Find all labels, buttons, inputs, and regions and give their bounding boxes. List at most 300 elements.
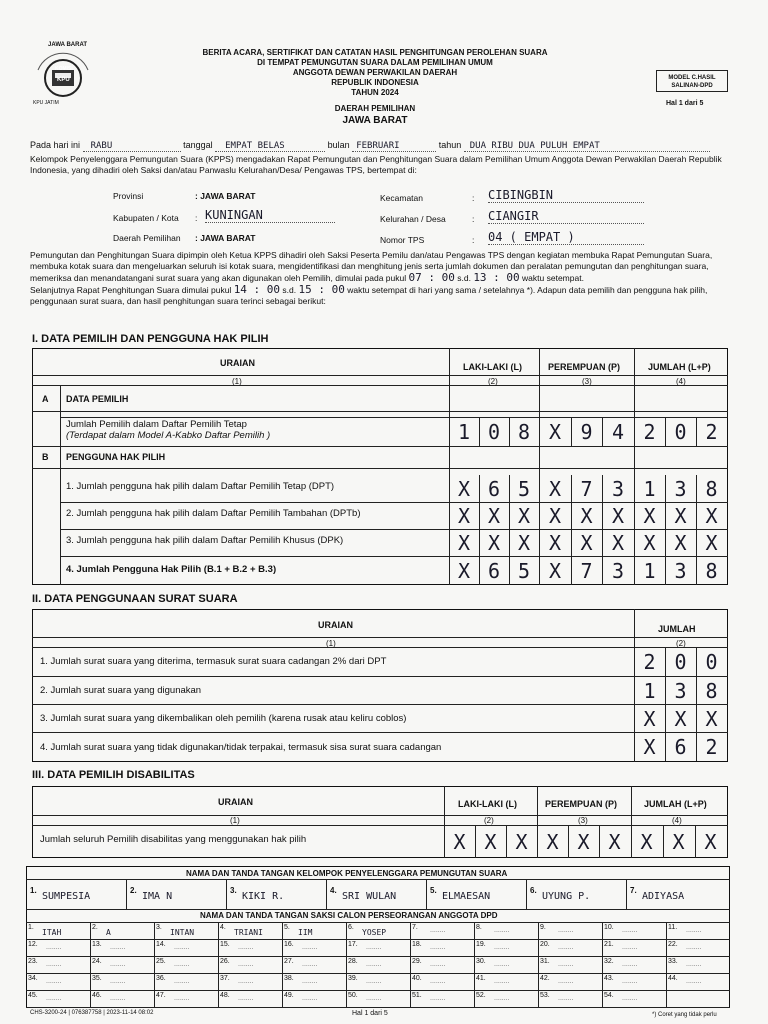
s1-col-p: PEREMPUAN (P) (548, 362, 621, 372)
saksi-row-line (26, 1007, 730, 1008)
saksi-dots: ........ (686, 927, 702, 934)
s3-value-cell: X (640, 830, 653, 854)
saksi-dots: ........ (366, 978, 382, 985)
saksi-number: 5. (284, 924, 290, 931)
s3-h1 (32, 815, 728, 816)
s1-value-cell: X (517, 531, 531, 555)
saksi-number: 47. (156, 992, 166, 999)
s1-value-cell: 4 (611, 420, 625, 444)
s1-value-cell: X (548, 504, 562, 528)
dapil-label: Daerah Pemilihan (113, 233, 181, 243)
saksi-dots: ........ (558, 995, 574, 1002)
logo-top-text: JAWA BARAT (48, 42, 87, 48)
saksi-col-line (90, 922, 91, 1008)
s1-h9 (60, 556, 728, 557)
s1-value-cell: 3 (611, 559, 625, 583)
kelurahan-label: Kelurahan / Desa (380, 214, 446, 224)
para1: Pemungutan dan Penghitungan Suara dipimpin oleh Ketua KPPS dihadiri oleh Saksi Peserta Pemilu dan/atau Pengawas TPS dengan kegiatan membuka Rapat Pemungutan Suara, membuka kotak suara dan mengeluarkan seluruh isi kotak suara, mengidentifikasi dan menghitung jenis serta jumlah dokumen dan peralatan pemungutan dan penghitungan suara, memeriksa dan menandatangani surat suara yang akan digunakan oleh Pemilih, dimulai pada pukul (30, 250, 713, 283)
document-title (150, 48, 600, 126)
s1-value-cell: X (517, 504, 531, 528)
saksi-dots: ........ (110, 978, 126, 985)
tahun-value: DUA RIBU DUA PULUH EMPAT (464, 141, 710, 152)
s1-value-cell: 0 (674, 420, 687, 444)
saksi-col-line (218, 922, 219, 1008)
s2-col-uraian: URAIAN (318, 620, 353, 630)
s2-value-cell: 2 (643, 650, 656, 674)
s1-num4: (4) (676, 377, 686, 386)
saksi-title: NAMA DAN TANDA TANGAN SAKSI CALON PERSEORANGAN ANGGOTA DPD (200, 911, 498, 920)
footer-page: Hal 1 dari 5 (352, 1010, 388, 1017)
s1-value-cell: X (674, 504, 687, 528)
kabupaten-label: Kabupaten / Kota (113, 213, 179, 223)
count-start: 14 : 00 (233, 283, 281, 296)
saksi-name: YOSEP (362, 928, 387, 937)
s3-value-cell: X (704, 830, 717, 854)
s1-col-uraian: URAIAN (220, 358, 255, 368)
s2-h1 (32, 637, 728, 638)
saksi-number: 42. (540, 975, 550, 982)
intro-paragraph: Kelompok Penyelenggara Pemungutan Suara (KPPS) mengadakan Rapat Pemungutan dan Penghitungan Suara dalam Pemilihan Umum Anggota Dewan Perwakilan Daerah Republik Indonesia, yang dihadiri oleh Saksi dan/atau Panwaslu Kelurahan/Desa/ Pengawas TPS, bertempat di: (30, 154, 722, 175)
s2-r3: 3. Jumlah surat suara yang dikembalikan oleh pemilih (karena rusak atau keliru coblos) (40, 713, 407, 724)
footer-code: CHS-3200-24 | 076387758 | 2023-11-14 08:02 (30, 1010, 154, 1016)
saksi-number: 35. (92, 975, 102, 982)
saksi-name: ITAH (42, 928, 62, 937)
s1-b-title: PENGGUNA HAK PILIH (66, 452, 166, 462)
kpps-divider (326, 879, 327, 909)
kabupaten-value: KUNINGAN (205, 208, 335, 223)
saksi-number: 41. (476, 975, 486, 982)
provinsi-label: Provinsi (113, 191, 144, 201)
s1-h1 (32, 375, 728, 376)
section3-title: III. DATA PEMILIH DISABILITAS (32, 769, 195, 781)
s2-value-cell: X (674, 707, 687, 731)
kecamatan-label: Kecamatan (380, 193, 423, 203)
s1-value-cell: 1 (643, 559, 656, 583)
saksi-number: 44. (668, 975, 678, 982)
s1-value-cell: X (548, 559, 562, 583)
s1-h4 (60, 417, 728, 418)
s1-a-title: DATA PEMILIH (66, 394, 129, 404)
s3-col-j: JUMLAH (L+P) (644, 799, 707, 809)
footer-note: *) Coret yang tidak perlu (652, 1012, 717, 1018)
saksi-number: 37. (220, 975, 230, 982)
s2-r1: 1. Jumlah surat suara yang diterima, termasuk surat suara cadangan 2% dari DPT (40, 656, 387, 667)
kpps-number: 6. (530, 886, 537, 895)
sd1: s.d. (457, 273, 471, 283)
s1-value-cell: X (457, 559, 471, 583)
section2-title: II. DATA PENGGUNAAN SURAT SUARA (32, 593, 238, 605)
kpps-name: UYUNG P. (542, 891, 591, 902)
saksi-number: 27. (284, 958, 294, 965)
saksi-name: TRIANI (234, 928, 263, 937)
s2-value-cell: 3 (674, 679, 687, 703)
kpps-name: SRI WULAN (342, 891, 397, 902)
saksi-number: 28. (348, 958, 358, 965)
s3-value-cell: X (484, 830, 497, 854)
intro-line (30, 140, 740, 152)
kecamatan-colon: : (472, 193, 475, 203)
tahun-label: tahun (438, 140, 462, 150)
s1-value-cell: 3 (674, 559, 687, 583)
kpps-name: ELMAESAN (442, 891, 491, 902)
saksi-dots: ........ (110, 961, 126, 968)
saksi-dots: ........ (238, 961, 254, 968)
s1-num3: (3) (582, 377, 592, 386)
para2b: waktu setempat di hari yang sama / setelahnya *). Adapun data pemilih dan pengguna hak pilih, penggunaan surat suara, dan hasil penghitungan suara terinci sebagai berikut: (30, 285, 708, 306)
s1-value-cell: 5 (517, 559, 531, 583)
saksi-dots: ........ (238, 995, 254, 1002)
saksi-col-line (602, 922, 603, 1008)
logo-text: KOMISI (55, 66, 73, 72)
saksi-col-line (154, 922, 155, 1008)
s3-value-cell: X (577, 830, 590, 854)
s1-h3 (32, 411, 728, 412)
s1-value-cell: X (611, 531, 625, 555)
s2-value-cell: X (643, 735, 656, 759)
kpps-number: 4. (330, 886, 337, 895)
saksi-number: 22. (668, 941, 678, 948)
saksi-row-line (26, 990, 730, 991)
saksi-dots: ........ (110, 995, 126, 1002)
s2-h4 (32, 704, 728, 705)
saksi-dots: ........ (174, 961, 190, 968)
s1-value-cell: X (487, 504, 501, 528)
s1-h8 (60, 529, 728, 530)
s2-r2: 2. Jumlah surat suara yang digunakan (40, 685, 202, 696)
saksi-dots: ........ (622, 944, 638, 951)
saksi-dots: ........ (558, 944, 574, 951)
saksi-dots: ........ (558, 927, 574, 934)
saksi-number: 40. (412, 975, 422, 982)
s3-col-uraian: URAIAN (218, 797, 253, 807)
saksi-number: 23. (28, 958, 38, 965)
saksi-number: 9. (540, 924, 546, 931)
saksi-dots: ........ (366, 995, 382, 1002)
saksi-number: 8. (476, 924, 482, 931)
s2-h3 (32, 676, 728, 677)
s1-h2 (32, 385, 728, 386)
kabupaten-colon: : (195, 213, 198, 223)
s1-v-letter (60, 385, 61, 585)
saksi-dots: ........ (174, 944, 190, 951)
kpps-number: 5. (430, 886, 437, 895)
kpps-title: NAMA DAN TANDA TANGAN KELOMPOK PENYELENGGARA PEMUNGUTAN SUARA (186, 869, 508, 878)
saksi-dots: ........ (302, 961, 318, 968)
saksi-dots: ........ (622, 927, 638, 934)
saksi-col-line (410, 922, 411, 1008)
s1-value-cell: 7 (580, 477, 593, 501)
s2-value-cell: X (705, 707, 718, 731)
daerah-label: DAERAH PEMILIHAN (334, 104, 416, 113)
saksi-number: 45. (28, 992, 38, 999)
bulan-label: bulan (327, 140, 350, 150)
saksi-dots: ........ (110, 944, 126, 951)
s1-value-cell: 6 (487, 477, 501, 501)
saksi-number: 10. (604, 924, 614, 931)
sig-h1 (26, 879, 730, 880)
saksi-number: 21. (604, 941, 614, 948)
saksi-dots: ........ (366, 944, 382, 951)
saksi-number: 49. (284, 992, 294, 999)
saksi-dots: ........ (302, 978, 318, 985)
s1-value-cell: 9 (580, 420, 593, 444)
saksi-dots: ........ (494, 978, 510, 985)
saksi-number: 24. (92, 958, 102, 965)
sig-h2 (26, 909, 730, 910)
kpps-name: KIKI R. (242, 891, 285, 902)
s1-value-cell: 8 (517, 420, 531, 444)
dapil-value: : JAWA BARAT (195, 233, 256, 243)
para2a: Selanjutnya Rapat Penghitungan Suara dimulai pukul (30, 285, 232, 295)
kpps-name: SUMPESIA (42, 891, 91, 902)
s1-num2: (2) (488, 377, 498, 386)
tps-value: 04 ( EMPAT ) (488, 230, 644, 245)
title-line-3: ANGGOTA DEWAN PERWAKILAN DAERAH (292, 68, 458, 77)
sd2: s.d. (282, 285, 297, 295)
s1-value-cell: X (580, 504, 593, 528)
kelurahan-value: CIANGIR (488, 209, 644, 224)
s1-value-cell: X (705, 504, 718, 528)
tps-colon: : (472, 235, 475, 245)
saksi-number: 39. (348, 975, 358, 982)
saksi-number: 30. (476, 958, 486, 965)
saksi-dots: ........ (622, 978, 638, 985)
s2-r4: 4. Jumlah surat suara yang tidak digunakan/tidak terpakai, termasuk sisa surat suara cadangan (40, 742, 442, 753)
kecamatan-value: CIBINGBIN (488, 188, 644, 203)
s1-value-cell: 2 (705, 420, 718, 444)
s1-value-cell: 2 (643, 420, 656, 444)
tanggal-value: EMPAT BELAS (215, 141, 325, 152)
saksi-number: 31. (540, 958, 550, 965)
waktu-text: waktu setempat. (522, 273, 584, 283)
saksi-dots: ........ (174, 995, 190, 1002)
saksi-number: 46. (92, 992, 102, 999)
saksi-dots: ........ (302, 944, 318, 951)
saksi-number: 33. (668, 958, 678, 965)
s3-col-l: LAKI-LAKI (L) (458, 799, 517, 809)
s1-value-cell: X (611, 504, 625, 528)
s1-value-cell: X (548, 531, 562, 555)
saksi-number: 53. (540, 992, 550, 999)
s2-value-cell: 8 (705, 679, 718, 703)
model-label: MODEL C.HASIL SALINAN-DPD (668, 75, 716, 89)
saksi-dots: ........ (46, 978, 62, 985)
saksi-number: 17. (348, 941, 358, 948)
section1-title: I. DATA PEMILIH DAN PENGGUNA HAK PILIH (32, 333, 269, 345)
s3-value-cell: X (546, 830, 559, 854)
saksi-dots: ........ (430, 944, 446, 951)
tanggal-label: tanggal (183, 140, 213, 150)
s1-b4: 4. Jumlah Pengguna Hak Pilih (B.1 + B.2 + B.3) (66, 564, 277, 575)
saksi-number: 13. (92, 941, 102, 948)
body-paragraph (30, 250, 736, 307)
s1-h5 (32, 446, 728, 447)
s2-col-j: JUMLAH (658, 624, 696, 634)
saksi-dots: ........ (238, 978, 254, 985)
s3-num1: (1) (230, 816, 240, 825)
s1-b3: 3. Jumlah pengguna hak pilih dalam Daftar Pemilih Khusus (DPK) (66, 535, 344, 546)
saksi-dots: ........ (558, 978, 574, 985)
saksi-dots: ........ (686, 944, 702, 951)
daerah-value: JAWA BARAT (342, 115, 408, 126)
saksi-dots: ........ (430, 995, 446, 1002)
s3-value-cell: X (515, 830, 528, 854)
pada-hari-ini: Pada hari ini (30, 140, 81, 150)
saksi-number: 38. (284, 975, 294, 982)
saksi-number: 25. (156, 958, 166, 965)
sig-h3 (26, 922, 730, 923)
saksi-col-line (346, 922, 347, 1008)
s1-a1-line2: (Terdapat dalam Model A-Kabko Daftar Pemilih ) (66, 430, 271, 441)
kpps-divider (626, 879, 627, 909)
saksi-number: 29. (412, 958, 422, 965)
kpps-number: 7. (630, 886, 637, 895)
logo-sub: KPU (57, 77, 70, 83)
saksi-number: 52. (476, 992, 486, 999)
s3-num4: (4) (672, 816, 682, 825)
s2-value-cell: 0 (705, 650, 718, 674)
s1-num1: (1) (232, 377, 242, 386)
kpps-name: IMA N (142, 891, 173, 902)
saksi-number: 3. (156, 924, 162, 931)
s3-num3: (3) (578, 816, 588, 825)
kpu-logo (28, 40, 98, 110)
s1-value-cell: 5 (517, 477, 531, 501)
s1-value-cell: X (548, 420, 562, 444)
s1-value-cell: X (643, 531, 656, 555)
saksi-dots: ........ (494, 961, 510, 968)
s1-b1: 1. Jumlah pengguna hak pilih dalam Daftar Pemilih Tetap (DPT) (66, 481, 335, 492)
model-box (656, 70, 728, 92)
s1-value-cell: 1 (643, 477, 656, 501)
s1-value-cell: 8 (705, 559, 718, 583)
bulan-value: FEBRUARI (352, 141, 436, 152)
s1-h6 (32, 468, 728, 469)
saksi-dots: ........ (366, 961, 382, 968)
provinsi-value: : JAWA BARAT (195, 191, 256, 201)
s1-value-cell: X (457, 504, 471, 528)
s3-num2: (2) (484, 816, 494, 825)
s1-value-cell: 8 (705, 477, 718, 501)
saksi-number: 14. (156, 941, 166, 948)
s3-value-cell: X (453, 830, 466, 854)
saksi-number: 19. (476, 941, 486, 948)
s1-value-cell: 0 (487, 420, 501, 444)
kpps-divider (426, 879, 427, 909)
s1-value-cell: 7 (580, 559, 593, 583)
saksi-dots: ........ (686, 961, 702, 968)
s1-a1-line1: Jumlah Pemilih dalam Daftar Pemilih Tetap (66, 419, 247, 430)
title-line-4: REPUBLIK INDONESIA (331, 78, 419, 87)
saksi-col-line (282, 922, 283, 1008)
title-line-5: TAHUN 2024 (351, 88, 399, 97)
saksi-name: INTAN (170, 928, 195, 937)
saksi-col-line (666, 922, 667, 1008)
hari-value: RABU (83, 141, 181, 152)
s1-value-cell: X (643, 504, 656, 528)
saksi-dots: ........ (430, 927, 446, 934)
saksi-number: 1. (28, 924, 34, 931)
saksi-number: 43. (604, 975, 614, 982)
s2-value-cell: 2 (705, 735, 718, 759)
saksi-dots: ........ (238, 944, 254, 951)
s2-value-cell: X (643, 707, 656, 731)
s2-h2 (32, 647, 728, 648)
s2-h5 (32, 732, 728, 733)
count-end: 15 : 00 (298, 283, 345, 296)
saksi-dots: ........ (46, 961, 62, 968)
saksi-row-line (26, 956, 730, 957)
kpps-name: ADIYASA (642, 891, 685, 902)
saksi-dots: ........ (174, 978, 190, 985)
s1-value-cell: 3 (674, 477, 687, 501)
s1-value-cell: X (548, 477, 562, 501)
kpps-divider (526, 879, 527, 909)
saksi-number: 51. (412, 992, 422, 999)
s2-value-cell: 1 (643, 679, 656, 703)
saksi-col-line (538, 922, 539, 1008)
saksi-col-line (474, 922, 475, 1008)
saksi-dots: ........ (430, 961, 446, 968)
saksi-dots: ........ (46, 944, 62, 951)
s3-r1: Jumlah seluruh Pemilih disabilitas yang menggunakan hak pilih (40, 834, 307, 845)
s1-value-cell: X (674, 531, 687, 555)
saksi-dots: ........ (494, 995, 510, 1002)
kelurahan-colon: : (472, 214, 475, 224)
s1-letter-b: B (42, 452, 49, 462)
saksi-number: 16. (284, 941, 294, 948)
saksi-dots: ........ (302, 995, 318, 1002)
page-indicator: Hal 1 dari 5 (666, 100, 704, 107)
s3-h2 (32, 825, 728, 826)
saksi-dots: ........ (494, 927, 510, 934)
saksi-number: 15. (220, 941, 230, 948)
saksi-number: 20. (540, 941, 550, 948)
s1-col-l: LAKI-LAKI (L) (463, 362, 522, 372)
s1-h7 (60, 502, 728, 503)
saksi-row-line (26, 939, 730, 940)
s1-value-cell: X (705, 531, 718, 555)
s1-value-cell: 1 (457, 420, 471, 444)
s3-col-p: PEREMPUAN (P) (545, 799, 618, 809)
end-time: 13 : 00 (473, 271, 520, 284)
kpps-number: 1. (30, 886, 37, 895)
s1-value-cell: X (580, 531, 593, 555)
saksi-number: 36. (156, 975, 166, 982)
s1-value-cell: X (487, 531, 501, 555)
kpps-number: 2. (130, 886, 137, 895)
tps-label: Nomor TPS (380, 235, 425, 245)
s2-value-cell: 6 (674, 735, 687, 759)
s1-value-cell: 3 (611, 477, 625, 501)
s2-num2: (2) (676, 639, 686, 648)
saksi-number: 12. (28, 941, 38, 948)
saksi-number: 26. (220, 958, 230, 965)
saksi-number: 4. (220, 924, 226, 931)
saksi-number: 50. (348, 992, 358, 999)
saksi-name: A (106, 928, 111, 937)
s3-value-cell: X (608, 830, 621, 854)
logo-caption: KPU JATIM (33, 100, 59, 106)
s1-value-cell: X (457, 477, 471, 501)
saksi-number: 32. (604, 958, 614, 965)
s1-col-j: JUMLAH (L+P) (648, 362, 711, 372)
s2-value-cell: 0 (674, 650, 687, 674)
kpps-divider (226, 879, 227, 909)
saksi-number: 7. (412, 924, 418, 931)
saksi-number: 34. (28, 975, 38, 982)
s1-letter-a: A (42, 394, 49, 404)
